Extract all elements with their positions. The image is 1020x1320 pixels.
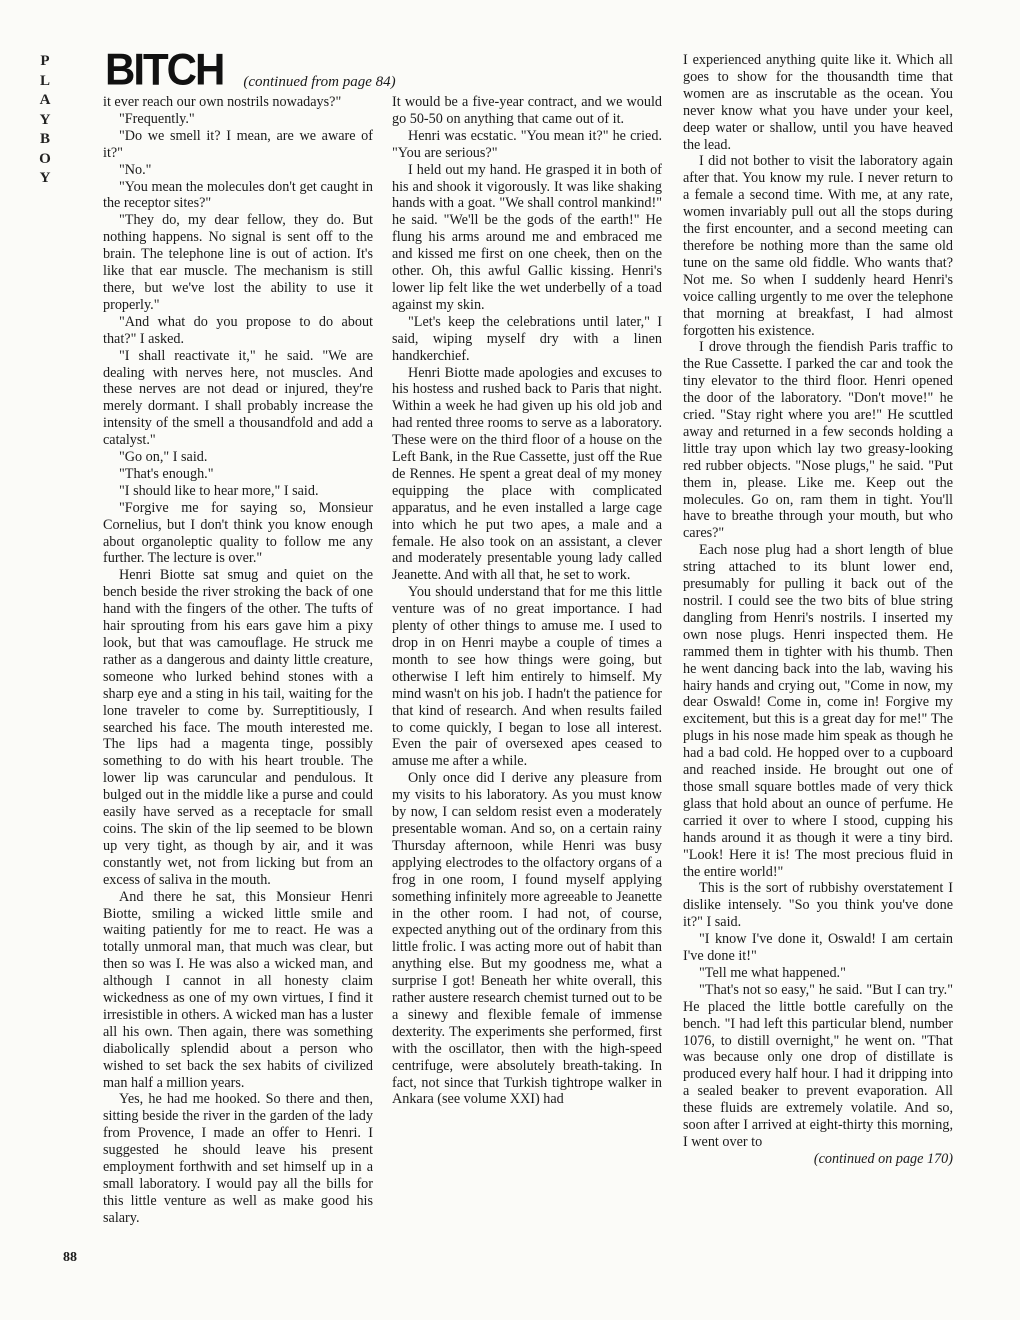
paragraph: "Forgive me for saying so, Monsieur Cornelius, but I don't think you know enough about organoleptic quality to follow me any further. The lecture is over." — [103, 499, 373, 567]
continued-to-note: (continued on page 170) — [813, 1150, 953, 1167]
page-number: 88 — [63, 1250, 77, 1265]
article-header — [105, 44, 396, 95]
text-column-2 — [392, 94, 662, 1108]
paragraph: "I know I've done it, Oswald! I am certain I've done it!" — [683, 931, 953, 965]
paragraph: "I shall reactivate it," he said. "We are dealing with nerves here, not muscles. And these nerves are not dead or injured, they're merely dormant. I shall probably increase the intensity of the smell a thousandfold and add a catalyst." — [103, 347, 373, 449]
paragraph: I did not bother to visit the laboratory again after that. You know my rule. I never return to a female a second time. With me, at any rate, women invariably pull out all the stops during the first encounter, and a second meeting can therefore be nothing more than the same old tune on the same old fiddle. Who wants that? Not me. So when I suddenly heard Henri's voice calling urgently to me over the telephone that morning at breakfast, I had almost forgotten his existence. — [683, 153, 953, 339]
paragraph: Yes, he had me hooked. So there and then, sitting beside the river in the garden of the lady from Provence, I made an offer to Henri. I suggested he should leave his present employment forthwith and set himself up in a small laboratory. I would pay all the bills for this little venture as well as make good his salary. — [103, 1091, 373, 1226]
paragraph: Only once did I derive any pleasure from my visits to his laboratory. As you must know by now, I can seldom resist even a moderately presentable woman. And so, on a certain rainy Thursday afternoon, while Henri was busy applying electrodes to the olfactory organs of a frog in one room, I found myself applying something infinitely more agreeable to Jeanette in the other room. I had not, of course, expected anything out of the ordinary from this little frolic. I was acting more out of habit than anything else. But my goodness me, what a surprise I got! Beneath her white overall, this rather austere research chemist turned out to be a sinewy and flexible female of immense dexterity. The experiments she performed, first with the oscillator, then with the high-speed centrifuge, were absolutely breath-taking. In fact, not since that Turkish tightrope walker in Ankara (see volume XXI) had — [392, 770, 662, 1108]
magazine-letter: B — [39, 131, 50, 147]
magazine-letter: O — [39, 150, 51, 167]
paragraph: Henri Biotte made apologies and excuses to his hostess and rushed back to Paris that night. Within a week he had given up his old job and had rented three rooms to serve as a laboratory. These were on the third floor of a house on the Left Bank, in the Rue Cassette, just off the Rue de Rennes. He spent a great deal of my money equipping the place with complicated apparatus, and he even installed a large cage into which he put two apes, a male and a female. He also took on an assistant, a clever and moderately presentable young lady called Jeanette. And with all that, he set to work. — [392, 364, 662, 584]
paragraph: "They do, my dear fellow, they do. But nothing happens. No signal is sent off to the brain. The telephone line is out of action. It's like that ear muscle. The mechanism is still there, but we've lost the ability to use it properly." — [103, 212, 373, 313]
paragraph: Henri was ecstatic. "You mean it?" he cried. "You are serious?" — [392, 127, 662, 161]
paragraph: "And what do you propose to do about that?" I asked. — [103, 313, 373, 347]
magazine-letter: A — [39, 92, 51, 108]
text-column-1 — [103, 94, 373, 1227]
paragraph: "Frequently." — [119, 110, 195, 127]
paragraph: "You mean the molecules don't get caught in the receptor sites?" — [103, 178, 373, 212]
paragraph: Each nose plug had a short length of blue string attached to its blunt lower end, presumably for pulling it back out of the nostril. I could see the two bits of blue string dangling from Henri's nostrils. I inserted my own nose plugs. Henri inspected them. He rammed them in tighter with his thumb. Then he went dancing back into the lab, waving his hairy hands and crying out, "Come in now, my dear Oswald! Come in, come in! Forgive my excitement, but this is a great day for me!" The plugs in his nose made him speak as though he had a bad cold. He hopped over to a cupboard and reached inside. He brought out one of those small square bottles made of very thick glass that hold about an ounce of perfume. He carried it over to where I stood, cupping his hands around it as though it were a tiny bird. "Look! Here it is! The most precious fluid in the entire world!" — [683, 542, 953, 880]
paragraph: Henri Biotte sat smug and quiet on the bench beside the river stroking the back of one hand with the fingers of the other. The tufts of hair sprouting from his ears gave him a pixy look, but that was camouflage. He struck me rather as a dangerous and dainty little creature, someone who lurked behind stones with a sharp eye and a sting in his tail, waiting for the lone traveler to come by. Surreptitiously, I searched his face. The mouth interested me. The lips had a magenta tinge, possibly something to do with his heart trouble. The lower lip was caruncular and pendulous. It bulged out in the middle like a purse and could easily have served as a receptacle for small coins. The skin of the lip seemed to be blown up very tight, as though by air, and it was constantly wet, not from licking but from an excess of saliva in the mouth. — [103, 567, 373, 888]
article-title: BITCH — [105, 44, 224, 95]
magazine-letter: L — [39, 72, 50, 89]
paragraph: "Tell me what happened." — [699, 964, 846, 981]
magazine-letter: Y — [39, 111, 51, 128]
paragraph: I drove through the fiendish Paris traffic to the Rue Cassette. I parked the car and took the tiny elevator to the third floor. Henri opened the door of the laboratory. "Don't move!" he cried. "Stay right where you are!" He scuttled away and returned in a few seconds holding a little tray upon which lay two greasy-looking red rubber objects. "Nose plugs," he said. "Put them in, please. Like me. Keep out the molecules. Go on, ram them in tight. You'll have to breathe through your mouth, but who cares?" — [683, 339, 953, 542]
text-column-3 — [683, 52, 953, 1168]
paragraph: And there he sat, this Monsieur Henri Biotte, smiling a wicked little smile and waiting patiently for me to react. He was a totally unmoral man, that much was clear, but then so was I. He was also a wicked man, and although I cannot in all honesty claim wickedness as one of my own virtues, I find it irresistible in others. A wicked man has a luster all his own. Then again, there was something diabolically splendid about a person who wished to set back the sex habits of civilized man half a million years. — [103, 888, 373, 1091]
paragraph: it ever reach our own nostrils nowadays?" — [103, 94, 342, 110]
paragraph: It would be a five-year contract, and we would go 50-50 on anything that came out of it. — [392, 94, 662, 127]
magazine-letter: Y — [39, 170, 51, 186]
continued-from-note: (continued from page 84) — [243, 74, 396, 90]
paragraph: "Do we smell it? I mean, are we aware of it?" — [103, 127, 373, 161]
paragraph: "That's not so easy," he said. "But I can try." He placed the little bottle carefully on the bench. "I had left this particular blend, number 1076, to distill overnight," he went on. "That was because only one drop of distillate is produced every half hour. I had it dripping into a sealed beaker to prevent evaporation. All these fluids are extremely volatile. And so, soon after I arrived at eight-thirty this morning, I went over to — [683, 981, 953, 1150]
paragraph: "No." — [119, 161, 152, 178]
paragraph: This is the sort of rubbishy overstatement I dislike intensely. "So you think you've done it?" I said. — [683, 880, 953, 931]
paragraph: "That's enough." — [119, 465, 214, 482]
paragraph: "Go on," I said. — [119, 449, 208, 466]
paragraph: I held out my hand. He grasped it in both of his and shook it vigorously. It was like shaking hands with a goat. "We shall control mankind!" he said. "We'll be the gods of the earth!" He flung his arms around me and embraced me and kissed me first on one cheek, then on the other. Oh, this awful Gallic kissing. Henri's lower lip felt like the wet underbelly of a toad against my skin. — [392, 161, 662, 313]
paragraph: You should understand that for me this little venture was of no great importance. I had plenty of other things to amuse me. I used to drop in on Henri maybe a couple of times a month to see how things were going, but otherwise I left him entirely to himself. My mind wasn't on his job. I hadn't the patience for that kind of research. And when results failed to come quickly, I began to lose all interest. Even the pair of oversexed apes ceased to amuse me after a while. — [392, 584, 662, 770]
paragraph: "I should like to hear more," I said. — [119, 482, 319, 499]
paragraph: "Let's keep the celebrations until later," I said, wiping myself dry with a linen handkerchief. — [392, 313, 662, 364]
paragraph: I experienced anything quite like it. Which all goes to show for the thousandth time that women are as inscrutable as the ocean. You never know what you have under your keel, deep water or shallow, until you have heaved the lead. — [683, 52, 953, 153]
magazine-letter: P — [40, 53, 50, 69]
magazine-name-vertical — [30, 52, 60, 189]
